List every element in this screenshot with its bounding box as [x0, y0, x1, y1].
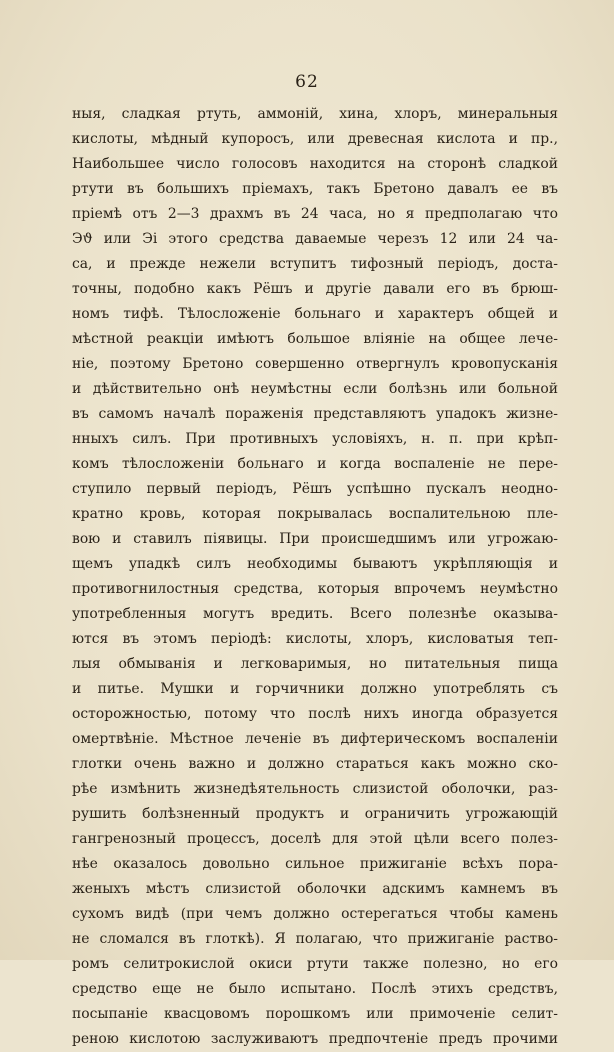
text-line: и питье. Мушки и горчичники должно употреблять съ — [72, 681, 558, 697]
text-line: ются въ этомъ перiодѣ: кислоты, хлоръ, кисловатыя теп- — [72, 631, 558, 647]
text-line: ныя, сладкая ртуть, аммонiй, хина, хлоръ, минеральныя — [72, 106, 558, 122]
text-line: кислоты, мѣдный купоросъ, или древесная кислота и пр., — [72, 131, 558, 147]
body-text — [72, 102, 558, 1052]
text-line: точны, подобно какъ Рёшъ и другiе давали его въ брюш- — [72, 281, 558, 297]
text-line: гангренозный процессъ, доселѣ для этой цѣли всего полез- — [72, 831, 558, 847]
text-line: не сломался въ глоткѣ). Я полагаю, что прижиганiе раство- — [72, 931, 558, 947]
text-line: вою и ставилъ пiявицы. При происшедшимъ или угрожаю- — [72, 531, 558, 547]
text-line: са, и прежде нежели вступитъ тифозный перiодъ, доста- — [72, 256, 558, 272]
text-line: нѣе оказалось довольно сильное прижиганiе всѣхъ пора- — [72, 856, 558, 872]
text-line: лыя обмыванiя и легковаримыя, но питательныя пища — [72, 656, 558, 672]
text-line: употребленныя могутъ вредить. Всего полезнѣе оказыва- — [72, 606, 558, 622]
text-line: въ самомъ началѣ пораженiя представляютъ упадокъ жизне- — [72, 406, 558, 422]
text-line: щемъ упадкѣ силъ необходимы бываютъ укрѣпляющiя и — [72, 556, 558, 572]
text-line: мѣстной реакцiи имѣютъ большое влiянiе на общее лече- — [72, 331, 558, 347]
text-line: глотки очень важно и должно стараться какъ можно ско- — [72, 756, 558, 772]
text-line: женыхъ мѣстъ слизистой оболочки адскимъ камнемъ въ — [72, 881, 558, 897]
text-line: ступило первый перiодъ, Рёшъ успѣшно пускалъ неодно- — [72, 481, 558, 497]
text-line: омертвѣнiе. Мѣстное леченiе въ дифтерическомъ воспаленiи — [72, 731, 558, 747]
text-line: нныхъ силъ. При противныхъ условiяхъ, н. п. при крѣп- — [72, 431, 558, 447]
text-line: средство еще не было испытано. Послѣ этихъ средствъ, — [72, 981, 558, 997]
text-line: ромъ селитрокислой окиси ртути также полезно, но его — [72, 956, 558, 972]
page-number: 62 — [295, 72, 319, 92]
text-line: комъ тѣлосложенiи больнаго и когда воспаленiе не пере- — [72, 456, 558, 472]
text-line: Эϑ или Эi этого средства даваемые черезъ 12 или 24 ча- — [72, 231, 558, 247]
text-line: посыпанiе квасцовомъ порошкомъ или примоченiе селит- — [72, 1006, 558, 1022]
text-line: Наибольшее число голосовъ находится на сторонѣ сладкой — [72, 156, 558, 172]
text-line: осторожностью, потому что послѣ нихъ иногда образуется — [72, 706, 558, 722]
text-line: прiемѣ отъ 2—3 драхмъ въ 24 часа, но я предполагаю что — [72, 206, 558, 222]
text-line: реною кислотою заслуживаютъ предпочтенiе предъ прочими — [72, 1031, 558, 1047]
text-line: и дѣйствительно онѣ неумѣстны если болѣзнь или больной — [72, 381, 558, 397]
text-line: ртути въ большихъ прiемахъ, такъ Бретоно давалъ ее въ — [72, 181, 558, 197]
text-line: нiе, поэтому Бретоно совершенно отвергнулъ кровопусканiя — [72, 356, 558, 372]
text-line: кратно кровь, которая покрывалась воспалительною пле- — [72, 506, 558, 522]
text-line: сухомъ видѣ (при чемъ должно остерегаться чтобы камень — [72, 906, 558, 922]
text-line: рѣе измѣнить жизнедѣятельность слизистой оболочки, раз- — [72, 781, 558, 797]
text-line: противогнилостныя средства, которыя впрочемъ неумѣстно — [72, 581, 558, 597]
text-line: рушить болѣзненный продуктъ и ограничить угрожающiй — [72, 806, 558, 822]
text-line: номъ тифѣ. Тѣлосложенiе больнаго и характеръ общей и — [72, 306, 558, 322]
